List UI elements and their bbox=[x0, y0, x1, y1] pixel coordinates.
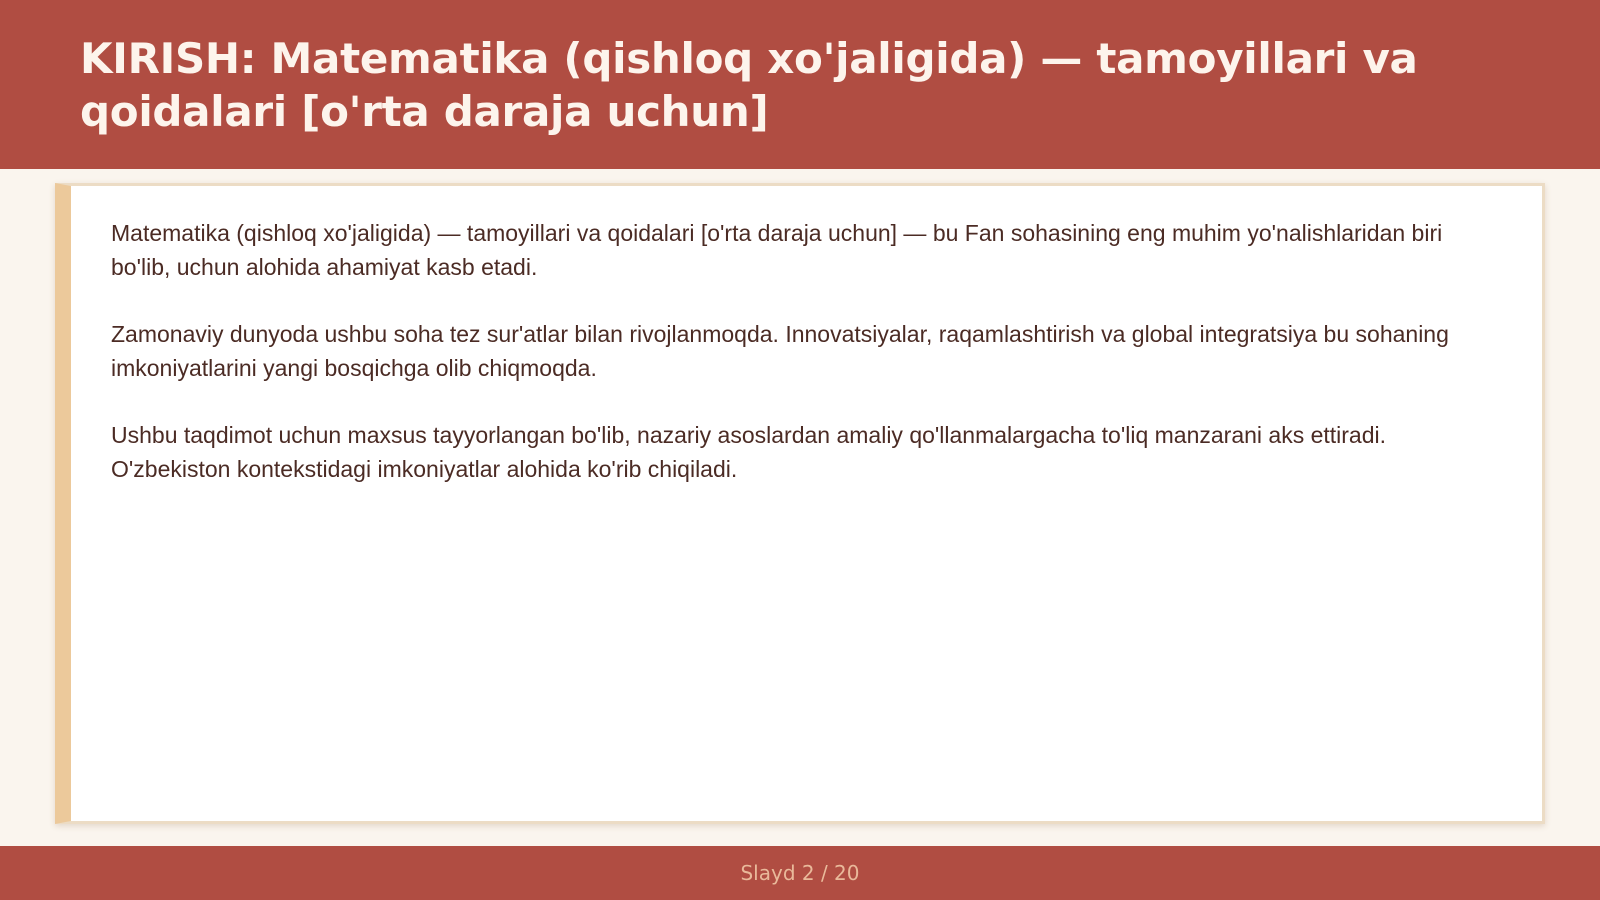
paragraph-presentation-purpose: Ushbu taqdimot uchun maxsus tayyorlangan bo'lib, nazariy asoslardan amaliy qo'llanmalargacha to'liq manzarani aks ettiradi. O'zbekiston kontekstidagi imkoniyatlar alohida ko'rib chiqiladi. bbox=[111, 422, 1387, 482]
slide-counter: Slayd 2 / 20 bbox=[740, 861, 860, 885]
content-body bbox=[111, 216, 1492, 519]
paragraph-modern-world: Zamonaviy dunyoda ushbu soha tez sur'atlar bilan rivojlanmoqda. Innovatsiyalar, raqamlashtirish va global integratsiya bu sohaning imkoniyatlarini yangi bosqichga olib chiqmoqda. bbox=[111, 321, 1449, 381]
slide-footer bbox=[0, 846, 1600, 900]
slide-title: KIRISH: Matematika (qishloq xo'jaligida) — tamoyillari va qoidalari [o'rta daraja uchun] bbox=[80, 34, 1418, 136]
paragraph-intro: Matematika (qishloq xo'jaligida) — tamoyillari va qoidalari [o'rta daraja uchun] — bu Fan sohasining eng muhim yo'nalishlaridan biri bo'lib, uchun alohida ahamiyat kasb etadi. bbox=[111, 220, 1443, 280]
slide-header bbox=[0, 0, 1600, 169]
content-card bbox=[55, 183, 1545, 824]
